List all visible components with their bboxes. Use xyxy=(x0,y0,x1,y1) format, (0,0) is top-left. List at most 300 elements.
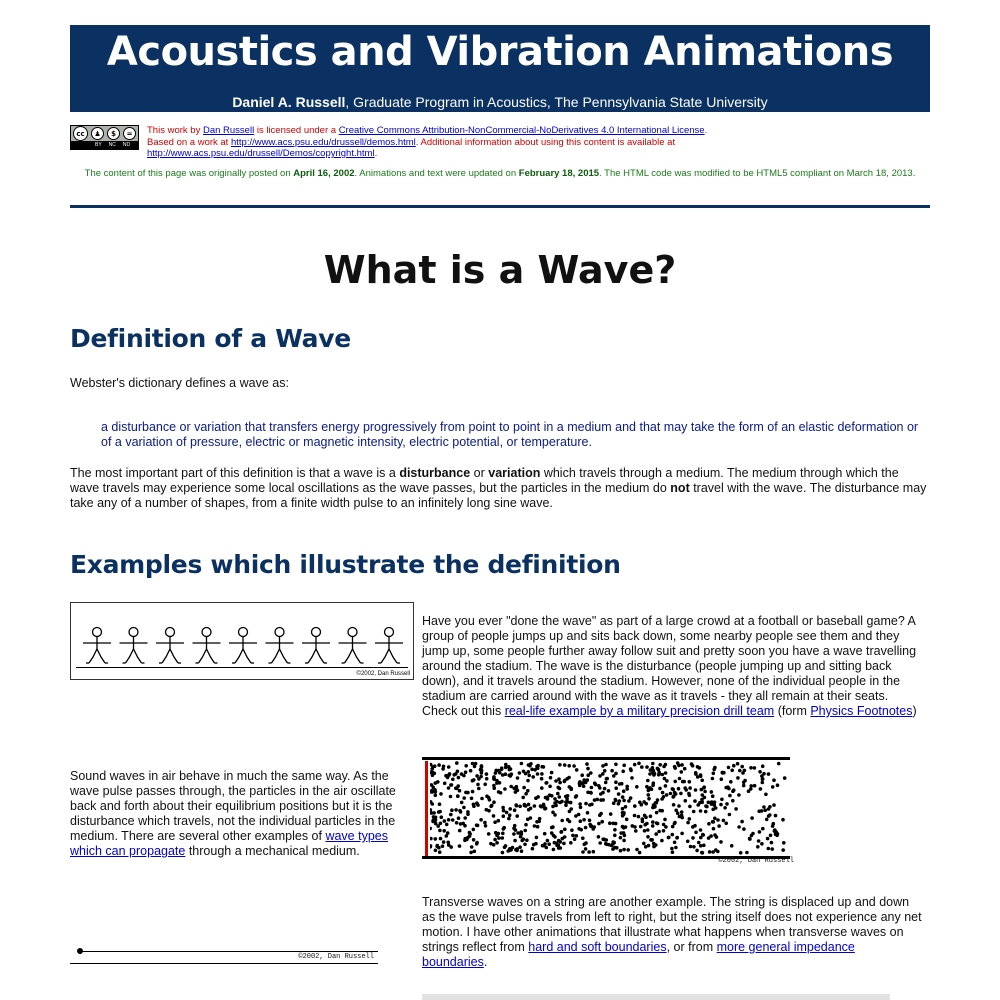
air-particle xyxy=(692,845,696,849)
air-particle xyxy=(619,849,623,853)
copyright-link[interactable]: http://www.acs.psu.edu/drussell/Demos/copyright.html xyxy=(147,148,375,159)
crowd-paragraph xyxy=(422,614,922,719)
air-particle xyxy=(637,815,641,819)
air-particle xyxy=(523,843,527,847)
air-particle xyxy=(669,792,673,796)
air-particle xyxy=(515,785,519,789)
air-particle xyxy=(497,819,501,823)
air-particle xyxy=(574,795,578,799)
air-particle xyxy=(531,847,535,851)
air-particle xyxy=(740,820,744,824)
air-particle xyxy=(495,841,499,845)
air-particle xyxy=(553,797,557,801)
physics-footnotes-link[interactable]: Physics Footnotes xyxy=(810,704,913,718)
air-particle xyxy=(535,820,539,824)
air-particle xyxy=(584,826,588,830)
air-particle xyxy=(742,784,746,788)
air-particle xyxy=(513,839,517,843)
air-particle xyxy=(656,798,660,802)
air-particle xyxy=(540,786,544,790)
air-particle xyxy=(522,786,526,790)
air-particle xyxy=(707,836,711,840)
air-particle xyxy=(687,792,691,796)
boundaries-link[interactable]: hard and soft boundaries xyxy=(528,940,667,954)
air-particle xyxy=(649,815,653,819)
air-particle xyxy=(438,802,442,806)
air-particle xyxy=(711,777,715,781)
air-particle xyxy=(645,822,649,826)
air-particle xyxy=(460,801,464,805)
air-particle xyxy=(731,799,735,803)
air-particle xyxy=(745,851,749,855)
air-particle xyxy=(529,807,533,811)
air-particle xyxy=(762,772,766,776)
air-particle xyxy=(533,804,537,808)
text-run: Have you ever "done the wave" as part of a large crowd at a football or baseball game? A group of people jumps up and sits back down, some nearby people see them and they jump up, some people further away follow suit and pretty soon you have a wave travelling around the stadium. The wave is the disturbance (people jumping up and sitting back down), and it travels around the stadium. However, none of the individual people in the stadium are carried around with the wave as it travels - they all remain at their seats. Check out this xyxy=(422,614,917,718)
air-particle xyxy=(671,825,675,829)
air-particle xyxy=(570,828,574,832)
air-particle xyxy=(454,786,458,790)
air-particle xyxy=(473,850,477,854)
air-particle xyxy=(635,848,639,852)
air-particle xyxy=(540,772,544,776)
air-particle xyxy=(569,787,573,791)
air-particle xyxy=(671,795,675,799)
air-particle xyxy=(584,847,588,851)
air-particle xyxy=(430,837,433,841)
air-particle xyxy=(580,773,584,777)
air-particle xyxy=(621,807,625,811)
air-particle xyxy=(445,823,449,827)
air-particle xyxy=(603,787,607,791)
air-particle xyxy=(673,780,677,784)
air-particle xyxy=(483,821,487,825)
air-particle xyxy=(651,820,655,824)
air-particle xyxy=(647,797,651,801)
air-particle xyxy=(603,769,607,773)
transverse-string-animation xyxy=(70,945,378,967)
air-particle xyxy=(560,830,564,834)
air-particle xyxy=(614,798,618,802)
string-copyright: ©2002, Dan Russell xyxy=(298,953,374,961)
header-divider xyxy=(70,205,930,208)
air-particle xyxy=(575,768,579,772)
stick-figure xyxy=(83,628,111,664)
air-particle xyxy=(487,832,491,836)
air-particle xyxy=(621,770,625,774)
air-particle xyxy=(620,782,624,786)
air-particle xyxy=(671,833,675,837)
demos-link[interactable]: http://www.acs.psu.edu/drussell/demos.html xyxy=(230,136,416,148)
baseline xyxy=(70,963,378,964)
air-particle xyxy=(720,798,724,802)
air-particle xyxy=(732,788,736,792)
air-particle xyxy=(714,848,718,852)
air-particle xyxy=(700,779,704,783)
cc-nd-label: ND xyxy=(122,142,131,149)
posted-text: The content of this page was originally posted on xyxy=(84,168,294,179)
air-particle xyxy=(516,776,520,780)
air-particle xyxy=(485,772,489,776)
air-particle xyxy=(501,806,505,810)
air-particle xyxy=(670,847,674,851)
air-particle xyxy=(441,844,445,848)
air-particle xyxy=(693,824,697,828)
stick-figure xyxy=(302,628,330,664)
air-particle xyxy=(765,818,769,822)
impedance-boundaries-link[interactable]: more general impedance boundaries xyxy=(422,940,855,969)
air-particle xyxy=(458,844,462,848)
air-particle xyxy=(665,793,669,797)
air-particle xyxy=(523,829,527,833)
air-particle xyxy=(622,848,626,852)
air-particle xyxy=(651,762,655,766)
air-particle xyxy=(439,822,443,826)
air-particle xyxy=(583,843,587,847)
air-particle xyxy=(729,780,733,784)
air-particle xyxy=(703,796,707,800)
air-particle xyxy=(658,787,662,791)
air-particle xyxy=(450,808,454,812)
air-particle xyxy=(671,850,675,854)
air-particle xyxy=(739,851,743,855)
air-particle xyxy=(449,813,453,817)
air-particle xyxy=(454,808,458,812)
stick-figure xyxy=(229,628,257,664)
air-particle xyxy=(625,818,629,822)
air-particle xyxy=(719,803,723,807)
air-particle xyxy=(530,768,534,772)
air-particle xyxy=(515,849,519,853)
air-particle xyxy=(673,841,677,845)
air-particle xyxy=(677,764,681,768)
air-particle xyxy=(571,834,575,838)
text-run: , or from xyxy=(666,940,717,954)
air-particle xyxy=(579,806,583,810)
air-particle xyxy=(677,804,681,808)
air-particle xyxy=(619,836,623,840)
air-particle xyxy=(720,777,724,781)
by-icon: ♟ xyxy=(91,127,104,140)
air-particle xyxy=(555,841,559,845)
air-particle xyxy=(671,788,675,792)
air-particle xyxy=(572,764,576,768)
air-particle xyxy=(702,786,706,790)
air-particle xyxy=(614,763,618,767)
air-particle xyxy=(508,807,512,811)
air-particle xyxy=(701,833,705,837)
air-particle xyxy=(657,830,661,834)
air-particle xyxy=(663,777,667,781)
air-particle xyxy=(728,794,732,798)
air-particle xyxy=(519,830,523,834)
air-particle xyxy=(448,772,452,776)
air-particle xyxy=(662,765,666,769)
air-particle xyxy=(647,793,651,797)
license-link[interactable]: Creative Commons Attribution-NonCommercial-NoDerivatives 4.0 International License xyxy=(338,125,705,136)
air-particle xyxy=(435,845,439,849)
air-particle xyxy=(674,846,678,850)
air-particle xyxy=(522,837,526,841)
air-particle xyxy=(434,837,438,841)
air-particle xyxy=(761,827,765,831)
air-particle xyxy=(688,786,692,790)
air-particle xyxy=(526,789,530,793)
air-particle xyxy=(770,841,774,845)
air-particle xyxy=(722,819,726,823)
air-particle xyxy=(622,799,626,803)
air-particle xyxy=(622,789,626,793)
air-particle xyxy=(480,764,484,768)
air-particle xyxy=(558,795,562,799)
air-particle xyxy=(612,801,616,805)
air-particle xyxy=(488,798,492,802)
air-particle xyxy=(612,822,616,826)
air-particle xyxy=(529,762,533,766)
air-particle xyxy=(657,771,661,775)
air-particle xyxy=(613,834,617,838)
air-particle xyxy=(510,772,514,776)
string-paragraph xyxy=(422,895,922,970)
air-particle xyxy=(694,831,698,835)
air-particle xyxy=(626,848,630,852)
air-particle xyxy=(553,835,557,839)
air-particle xyxy=(660,809,664,813)
cc-icon: cc xyxy=(73,126,88,141)
air-particle xyxy=(589,771,593,775)
air-particle xyxy=(707,801,711,805)
air-particle xyxy=(750,834,754,838)
air-particle xyxy=(503,787,507,791)
air-particle xyxy=(438,850,442,854)
stick-figure xyxy=(339,628,367,664)
definition-paragraph xyxy=(70,466,930,511)
air-particle xyxy=(772,803,776,807)
air-particle xyxy=(688,817,692,821)
air-particle xyxy=(767,772,771,776)
air-particle xyxy=(614,780,618,784)
air-particle xyxy=(712,820,716,824)
air-particle xyxy=(522,770,526,774)
air-particle xyxy=(760,842,764,846)
air-particle xyxy=(617,792,621,796)
air-particle xyxy=(638,801,642,805)
air-particle xyxy=(463,816,467,820)
air-particle xyxy=(622,826,626,830)
text-run: which travels through a medium. The medium through which the wave travels may experience some local oscillations as the wave passes, but the particles in the medium do xyxy=(70,466,899,495)
air-particle xyxy=(464,764,468,768)
air-particle xyxy=(710,790,714,794)
air-particle xyxy=(598,774,602,778)
air-particle xyxy=(582,818,586,822)
air-particle xyxy=(713,766,717,770)
air-particle xyxy=(662,795,666,799)
air-particle xyxy=(753,766,757,770)
air-particle xyxy=(518,845,522,849)
page-title: What is a Wave? xyxy=(323,248,677,292)
air-particle xyxy=(455,761,459,765)
air-particle xyxy=(770,847,774,851)
air-particle xyxy=(681,780,685,784)
air-particle xyxy=(622,831,626,835)
air-particle xyxy=(484,824,488,828)
air-particle xyxy=(599,812,603,816)
drill-team-link[interactable]: real-life example by a military precision drill team xyxy=(504,704,775,718)
air-particle xyxy=(781,848,785,852)
air-particle xyxy=(753,784,757,788)
air-particle xyxy=(487,809,491,813)
air-particle xyxy=(772,778,776,782)
air-particle xyxy=(433,764,437,768)
air-particle xyxy=(688,805,692,809)
air-particle xyxy=(590,786,594,790)
air-particle xyxy=(644,802,648,806)
air-particle xyxy=(699,836,703,840)
air-particle xyxy=(569,841,573,845)
byline xyxy=(70,94,930,110)
air-particle xyxy=(497,836,501,840)
cc-license-badge[interactable] xyxy=(70,125,139,150)
air-particle xyxy=(604,842,608,846)
air-particle xyxy=(436,780,440,784)
air-particle xyxy=(511,846,515,850)
air-particle xyxy=(662,829,666,833)
air-particle xyxy=(604,763,608,767)
air-particle xyxy=(449,783,453,787)
license-text-part: . Additional information about using this content is available at xyxy=(415,136,676,148)
air-particle xyxy=(434,794,438,798)
text-run: or xyxy=(470,466,489,480)
air-particle xyxy=(550,771,554,775)
air-particle xyxy=(651,824,655,828)
air-particle xyxy=(440,815,444,819)
air-particle xyxy=(518,771,522,775)
sound-wave-particles-animation xyxy=(422,757,794,865)
air-particle xyxy=(439,837,443,841)
air-particle xyxy=(443,819,447,823)
posted-text: . Animations and text were updated on xyxy=(354,168,519,179)
air-particle xyxy=(554,779,558,783)
air-particle xyxy=(680,770,684,774)
air-particle xyxy=(767,847,771,851)
air-particle xyxy=(749,787,753,791)
air-particle xyxy=(777,762,781,766)
air-particle xyxy=(773,829,777,833)
air-particle xyxy=(451,778,455,782)
air-particle xyxy=(645,785,649,789)
air-particle xyxy=(686,821,690,825)
air-particle xyxy=(485,777,489,781)
air-particle xyxy=(446,776,450,780)
air-particle xyxy=(515,814,519,818)
air-particle xyxy=(648,786,652,790)
air-particle xyxy=(644,816,648,820)
air-particle xyxy=(723,806,727,810)
air-particle xyxy=(683,767,687,771)
air-particle xyxy=(693,799,697,803)
air-particle xyxy=(524,792,528,796)
air-particle xyxy=(737,793,741,797)
air-particle xyxy=(433,772,437,776)
air-particle xyxy=(736,762,740,766)
air-particle xyxy=(699,809,703,813)
air-particle xyxy=(679,792,683,796)
header-banner xyxy=(70,25,930,112)
air-particle xyxy=(518,805,522,809)
air-particle xyxy=(442,840,446,844)
air-particle xyxy=(505,811,509,815)
air-particle xyxy=(719,840,723,844)
air-particle xyxy=(557,846,561,850)
top-rail xyxy=(422,757,790,760)
air-particle xyxy=(483,783,487,787)
air-particle xyxy=(479,775,483,779)
air-particle xyxy=(527,803,531,807)
air-particle xyxy=(642,842,646,846)
air-particle xyxy=(736,776,740,780)
air-particle xyxy=(548,785,552,789)
air-particle xyxy=(758,830,762,834)
air-particle xyxy=(637,762,641,766)
air-particle xyxy=(430,808,432,812)
air-particle xyxy=(604,781,608,785)
air-particle xyxy=(683,786,687,790)
air-particle xyxy=(472,778,476,782)
wave-types-link[interactable]: wave types which can propagate xyxy=(70,829,388,858)
air-particle xyxy=(562,842,566,846)
air-particle xyxy=(605,777,609,781)
air-particle xyxy=(707,822,711,826)
air-particle xyxy=(646,779,650,783)
air-particle xyxy=(689,845,693,849)
air-particle xyxy=(717,824,721,828)
air-particle xyxy=(695,849,699,853)
air-particle xyxy=(629,767,633,771)
air-particle xyxy=(634,829,638,833)
air-particle xyxy=(633,763,637,767)
air-particle xyxy=(473,765,477,769)
license-text-part: Based on a work at xyxy=(147,136,231,148)
air-particle xyxy=(772,822,776,826)
air-particle xyxy=(692,810,696,814)
air-particle xyxy=(532,843,536,847)
air-particle xyxy=(603,838,607,842)
air-particle xyxy=(652,781,656,785)
next-animation-frame xyxy=(422,994,890,1000)
air-particle xyxy=(617,802,621,806)
air-particle xyxy=(645,765,649,769)
air-particle xyxy=(761,781,765,785)
air-particle xyxy=(493,838,497,842)
air-particle xyxy=(501,851,505,855)
string-line xyxy=(78,951,378,952)
license-text xyxy=(147,125,930,160)
author-link[interactable]: Dan Russell xyxy=(202,125,255,136)
air-particle xyxy=(768,813,772,817)
air-particle xyxy=(661,773,665,777)
air-particle xyxy=(523,803,527,807)
air-particle xyxy=(630,776,634,780)
air-particle xyxy=(613,828,617,832)
air-particle xyxy=(741,771,745,775)
air-particle xyxy=(558,787,562,791)
air-particle xyxy=(521,796,525,800)
air-particle xyxy=(697,841,701,845)
stick-figure xyxy=(375,628,403,664)
air-particle xyxy=(434,849,438,853)
air-particle xyxy=(593,781,597,785)
air-particle xyxy=(597,822,601,826)
